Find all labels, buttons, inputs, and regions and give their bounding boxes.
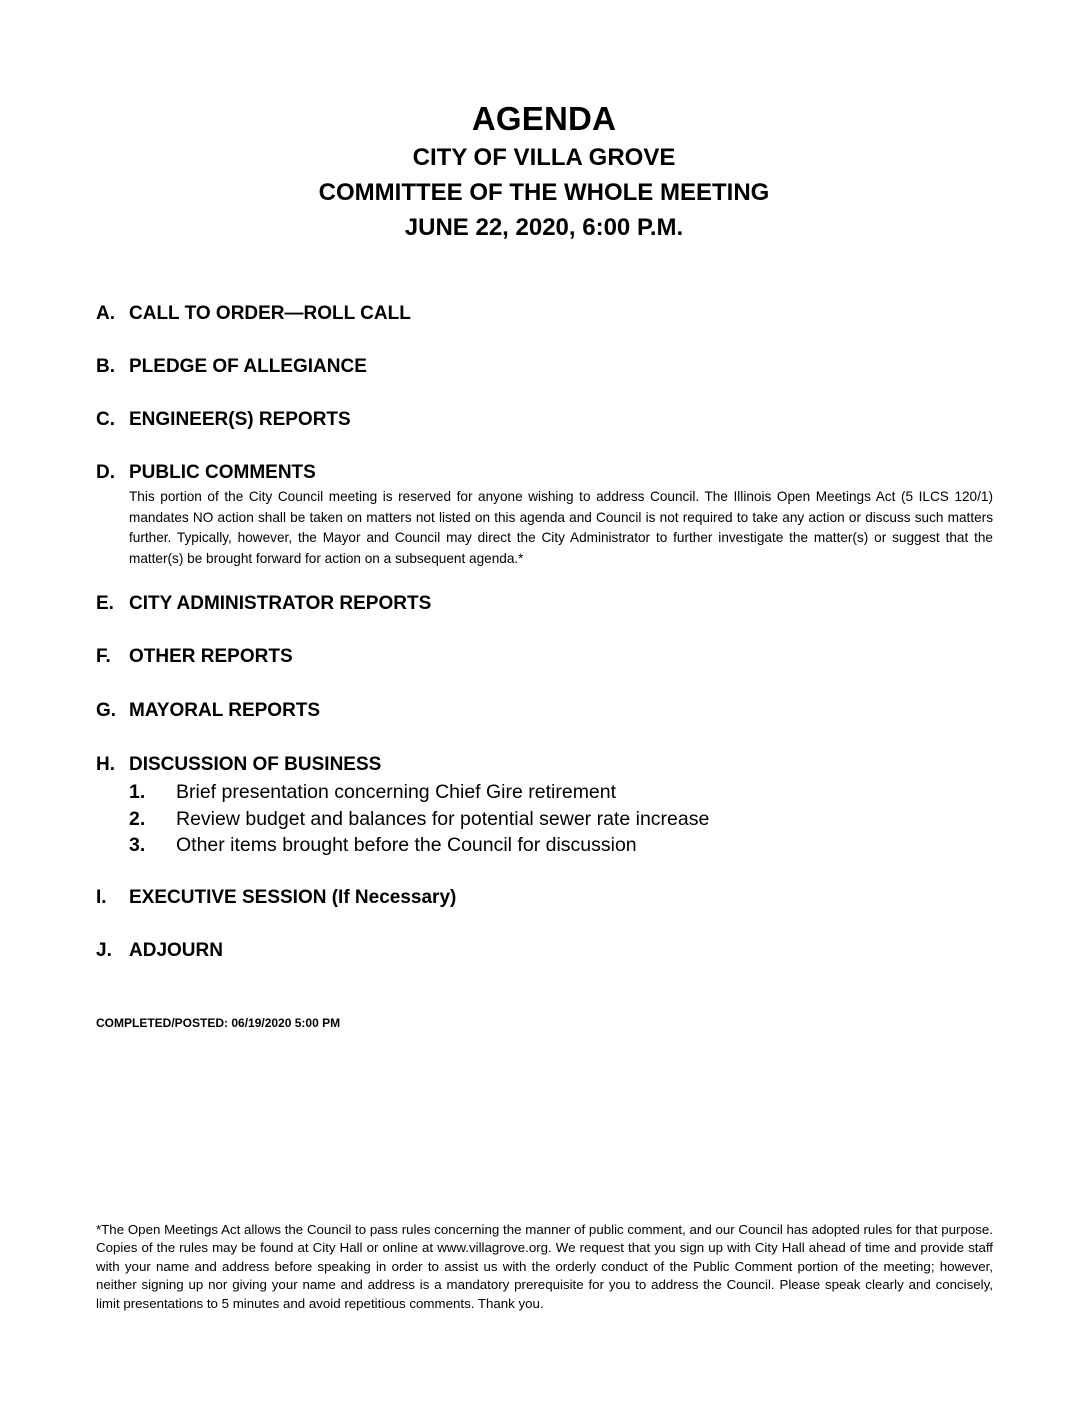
agenda-item-title: PLEDGE OF ALLEGIANCE [129, 356, 367, 377]
footnote: *The Open Meetings Act allows the Council to pass rules concerning the manner of public comment, and our Council has adopted rules for that purpose. Copies of the rules may be found at City Hall or online at www.villagrove.org. We request that you sign up with City Hall ahead of time and provide staff with your name and address before speaking in order to assist us with the orderly conduct of the Public Comment portion of the meeting; however, neither signing up nor giving your name and address is a mandatory prerequisite for you to address the Council. Please speak clearly and concisely, limit presentations to 5 minutes and avoid repetitious comments. Thank you. [96, 1222, 993, 1311]
list-item-text: Review budget and balances for potential sewer rate increase [176, 807, 710, 830]
agenda-item-j [96, 937, 996, 965]
list-item-text: Other items brought before the Council for discussion [176, 834, 637, 856]
agenda-item-letter: H. [96, 754, 115, 775]
city-name: CITY OF VILLA GROVE [412, 144, 676, 171]
agenda-item-i [96, 884, 996, 912]
agenda-item-title: OTHER REPORTS [129, 646, 293, 667]
posted-timestamp: COMPLETED/POSTED: 06/19/2020 5:00 PM [96, 1016, 341, 1030]
agenda-item-b [96, 353, 996, 381]
agenda-item-c [96, 406, 996, 434]
agenda-item-g [96, 697, 996, 725]
agenda-item-letter: B. [96, 356, 115, 377]
meeting-date: JUNE 22, 2020, 6:00 P.M. [404, 214, 684, 241]
agenda-item-letter: J. [96, 940, 112, 961]
agenda-item-title: PUBLIC COMMENTS [129, 462, 316, 483]
agenda-item-title: ADJOURN [129, 940, 223, 961]
agenda-item-e [96, 590, 996, 618]
agenda-item-title: EXECUTIVE SESSION (If Necessary) [129, 887, 457, 908]
list-item [129, 779, 996, 806]
agenda-item-title: MAYORAL REPORTS [129, 700, 321, 721]
agenda-item-letter: E. [96, 593, 114, 614]
list-item-text: Brief presentation concerning Chief Gire retirement [176, 781, 617, 803]
agenda-item-a [96, 300, 996, 328]
list-item-number: 3. [129, 834, 146, 856]
business-sublist [129, 779, 996, 859]
agenda-item-letter: I. [96, 887, 107, 908]
agenda-item-f [96, 643, 996, 671]
agenda-item-title: CITY ADMINISTRATOR REPORTS [129, 593, 432, 614]
public-comments-description: This portion of the City Council meeting is reserved for anyone wishing to address Council. The Illinois Open Meetings Act (5 ILCS 120/1) mandates NO action shall be taken on matters not listed on this agenda and Council is not required to take any action or discuss such matters further. Typically, however, the Mayor and Council may direct the City Administrator to further investigate the matter(s) or suggest that the matter(s) be brought forward for action on a subsequent agenda.* [129, 489, 993, 566]
agenda-item-d [96, 459, 996, 569]
agenda-header [0, 98, 1088, 245]
list-item [129, 832, 996, 859]
agenda-item-letter: G. [96, 700, 117, 721]
agenda-item-letter: F. [96, 646, 111, 667]
list-item-number: 2. [129, 807, 146, 830]
agenda-item-title: DISCUSSION OF BUSINESS [129, 754, 382, 775]
meeting-name: COMMITTEE OF THE WHOLE MEETING [318, 179, 770, 206]
agenda-item-title: CALL TO ORDER—ROLL CALL [129, 303, 411, 324]
list-item-number: 1. [129, 781, 146, 803]
agenda-item-letter: C. [96, 409, 115, 430]
agenda-item-h [96, 751, 996, 859]
agenda-item-letter: D. [96, 462, 115, 483]
list-item [129, 806, 996, 833]
page-title: AGENDA [471, 100, 617, 137]
agenda-item-letter: A. [96, 303, 115, 324]
agenda-item-title: ENGINEER(S) REPORTS [129, 409, 351, 430]
